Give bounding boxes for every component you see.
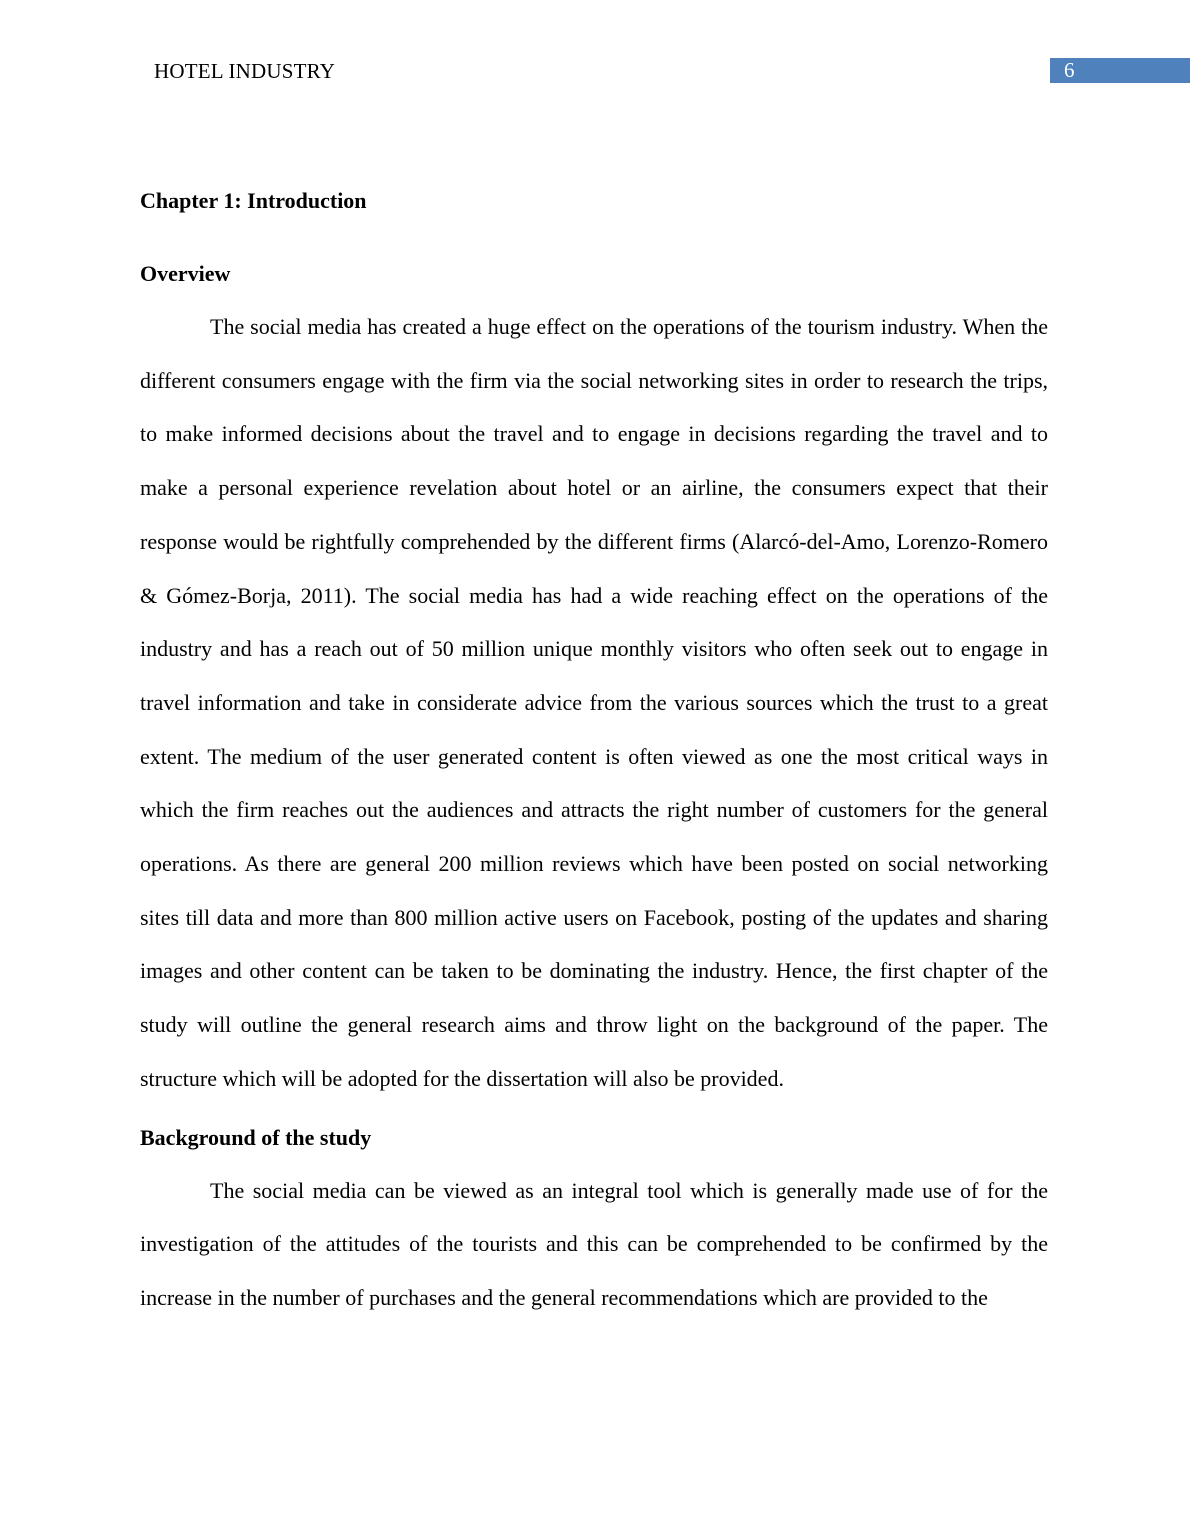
document-body [140,186,1048,1325]
page-number: 6 [1064,58,1075,82]
running-head: HOTEL INDUSTRY [154,59,336,83]
chapter-title: Chapter 1: Introduction [140,188,367,213]
section-heading-background: Background of the study [140,1124,372,1150]
paragraph-overview: The social media has created a huge effect on the operations of the tourism industry. When the different consumers engage with the firm via the social networking sites in order to research the trips, to make informed decisions about the travel and to engage in decisions regarding the travel and to make a personal experience revelation about hotel or an airline, the consumers expect that their response would be rightfully comprehended by the different firms (Alarcó-del-Amo, Lorenzo-Romero & Gómez-Borja, 2011). The social media has had a wide reaching effect on the operations of the industry and has a reach out of 50 million unique monthly visitors who often seek out to engage in travel information and take in considerate advice from the various sources which the trust to a great extent. The medium of the user generated content is often viewed as one the most critical ways in which the firm reaches out the audiences and attracts the right number of customers for the general operations. As there are general 200 million reviews which have been posted on social networking sites till data and more than 800 million active users on Facebook, posting of the updates and sharing images and other content can be taken to be dominating the industry. Hence, the first chapter of the study will outline the general research aims and throw light on the background of the paper. The structure which will be adopted for the dissertation will also be provided. [140,314,1048,1091]
page-number-bar [1050,58,1190,83]
paragraph-background: The social media can be viewed as an integral tool which is generally made use of for the investigation of the attitudes of the tourists and this can be comprehended to be confirmed by the increase in the number of purchases and the general recommendations which are provided to the [140,1177,1048,1310]
section-heading-overview: Overview [140,261,231,286]
